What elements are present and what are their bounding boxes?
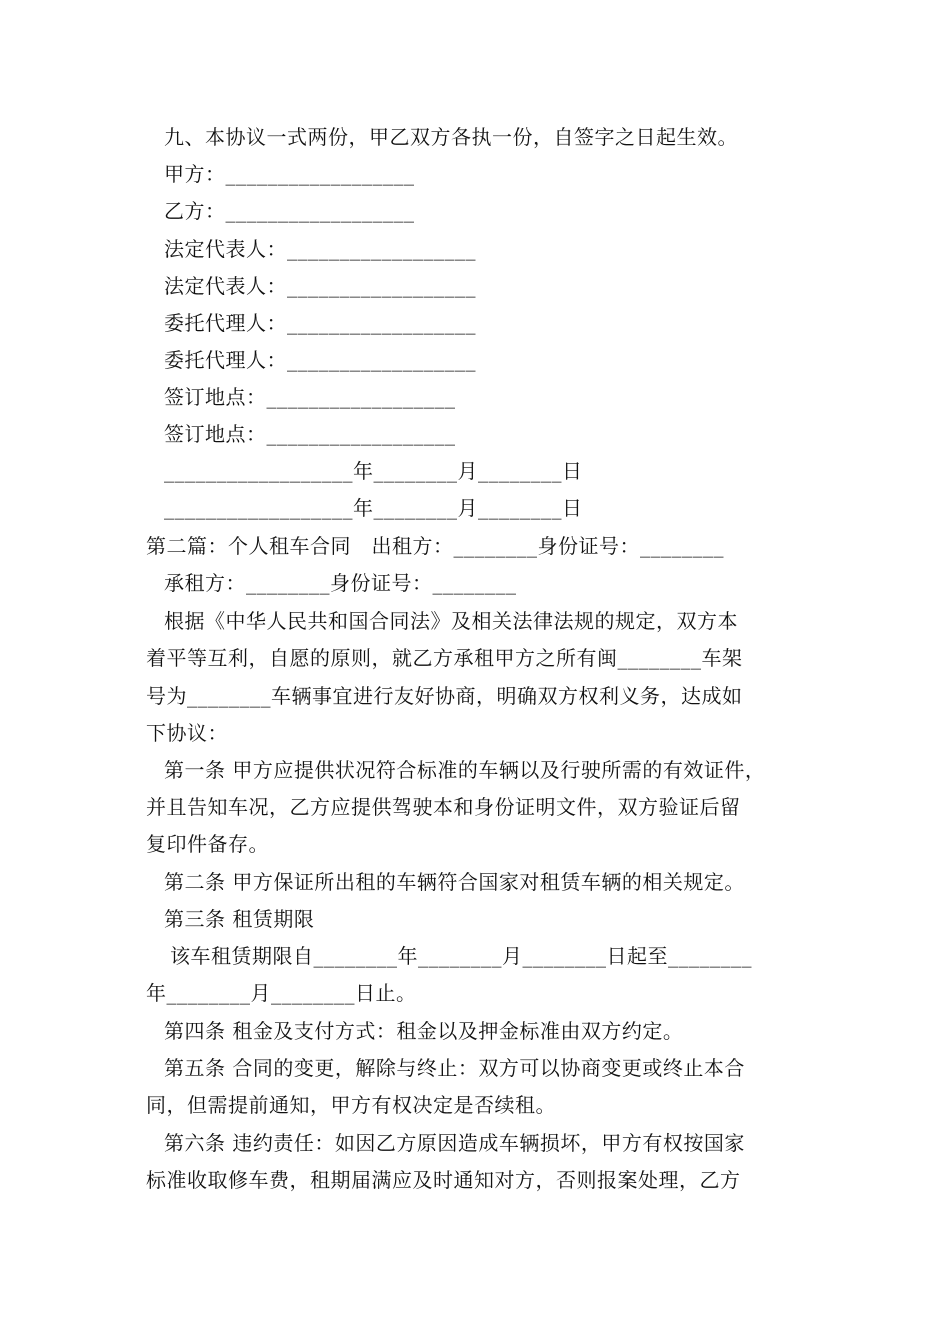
legal-rep-field-1: 法定代表人：__________________	[164, 237, 476, 261]
agent-field-1: 委托代理人：__________________	[164, 311, 476, 335]
article-six-line-1: 第六条 违约责任：如因乙方原因造成车辆损坏，甲方有权按国家	[164, 1131, 745, 1155]
sign-place-field-1: 签订地点：__________________	[164, 385, 456, 409]
article-one-line-2: 并且告知车况，乙方应提供驾驶本和身份证明文件，双方验证后留	[146, 795, 741, 819]
clause-nine: 九、本协议一式两份，甲乙双方各执一份，自签字之日起生效。	[164, 125, 738, 149]
date-field-1: __________________年________月________日	[164, 459, 583, 483]
article-five-line-1: 第五条 合同的变更，解除与终止：双方可以协商变更或终止本合	[164, 1056, 745, 1080]
agent-field-2: 委托代理人：__________________	[164, 348, 476, 372]
lease-term-line-2: 年________月________日止。	[146, 981, 417, 1005]
section-two-heading: 第二篇：个人租车合同 出租方：________身份证号：________	[146, 534, 724, 558]
party-a-field: 甲方：__________________	[164, 162, 415, 186]
article-six-line-2: 标准收取修车费，租期届满应及时通知对方，否则报案处理，乙方	[146, 1168, 741, 1192]
date-field-2: __________________年________月________日	[164, 496, 583, 520]
preamble-line-1: 根据《中华人民共和国合同法》及相关法律法规的规定，双方本	[164, 609, 738, 633]
legal-rep-field-2: 法定代表人：__________________	[164, 274, 476, 298]
preamble-line-2: 着平等互利，自愿的原则，就乙方承租甲方之所有闽________车架	[146, 646, 743, 670]
preamble-line-4: 下协议：	[146, 721, 228, 745]
article-one-line-1: 第一条 甲方应提供状况符合标准的车辆以及行驶所需的有效证件，	[164, 758, 766, 782]
sign-place-field-2: 签订地点：__________________	[164, 422, 456, 446]
article-three-heading: 第三条 租赁期限	[164, 907, 315, 931]
lease-term-line-1: 该车租赁期限自________年________月________日起至________	[170, 944, 752, 968]
article-four: 第四条 租金及支付方式：租金以及押金标准由双方约定。	[164, 1019, 684, 1043]
article-five-line-2: 同，但需提前通知，甲方有权决定是否续租。	[146, 1093, 556, 1117]
party-b-field: 乙方：__________________	[164, 199, 415, 223]
lessee-line: 承租方：________身份证号：________	[164, 571, 517, 595]
preamble-line-3: 号为________车辆事宜进行友好协商，明确双方权利义务，达成如	[146, 684, 743, 708]
article-one-line-3: 复印件备存。	[146, 832, 269, 856]
article-two: 第二条 甲方保证所出租的车辆符合国家对租赁车辆的相关规定。	[164, 870, 745, 894]
